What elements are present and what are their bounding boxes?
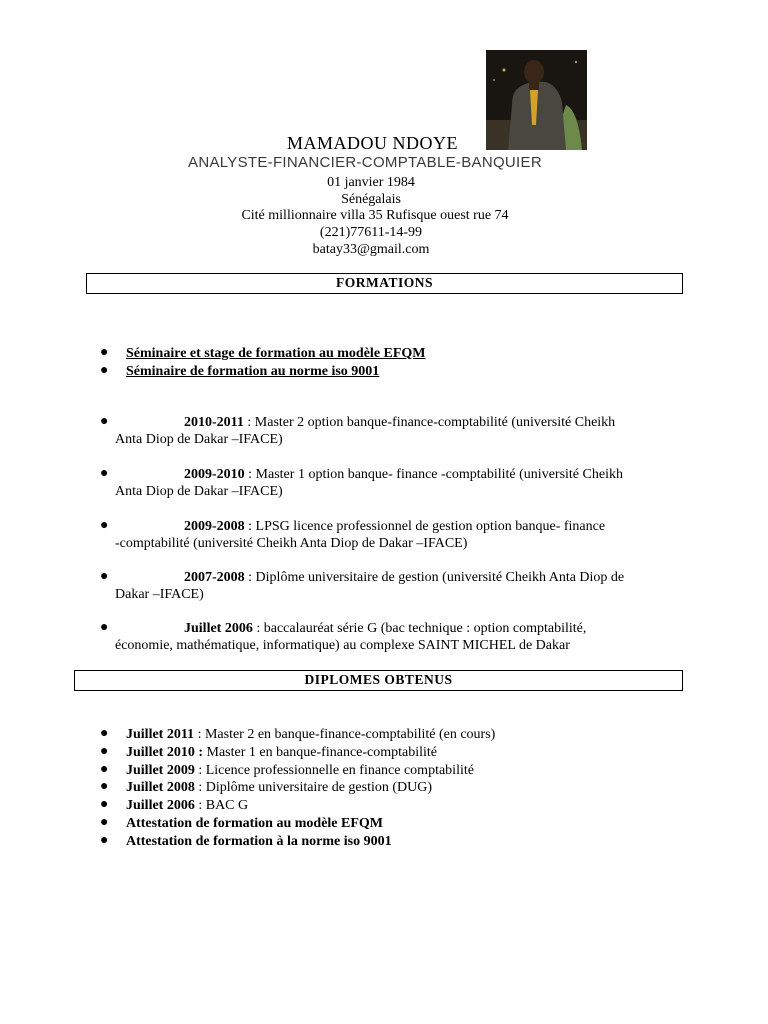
- education-description-cont: Dakar –IFACE): [115, 587, 204, 602]
- education-year: Juillet 2006: [184, 621, 253, 636]
- bullet-icon: ●: [100, 779, 109, 794]
- bullet-icon: ●: [100, 815, 109, 830]
- diploma-date: Juillet 2011: [126, 727, 195, 742]
- education-description: : Diplôme universitaire de gestion (université Cheikh Anta Diop de: [244, 570, 625, 585]
- diplomes-section-title: DIPLOMES OBTENUS: [74, 670, 683, 691]
- diploma-date: Juillet 2009: [126, 763, 195, 778]
- education-year: 2010-2011: [184, 415, 244, 430]
- bullet-icon: ●: [100, 345, 109, 360]
- education-year: 2007-2008: [184, 570, 245, 585]
- diploma-text: : BAC G: [194, 798, 249, 813]
- diploma-text: : Diplôme universitaire de gestion (DUG): [194, 780, 433, 795]
- seminar-text: Séminaire et stage de formation au modèle EFQM: [126, 346, 426, 361]
- bullet-icon: ●: [100, 797, 109, 812]
- bullet-icon: ●: [100, 762, 109, 777]
- bullet-icon: ●: [100, 466, 109, 481]
- bullet-icon: ●: [100, 726, 109, 741]
- education-description: : LPSG licence professionnel de gestion option banque- finance: [244, 519, 606, 534]
- diploma-text: : Master 2 en banque-finance-comptabilité (en cours): [194, 727, 496, 742]
- formations-section-title: FORMATIONS: [86, 273, 683, 294]
- diploma-date: Juillet 2008: [126, 780, 195, 795]
- education-description-cont: -comptabilité (université Cheikh Anta Diop de Dakar –IFACE): [115, 536, 468, 551]
- diploma-text: Master 1 en banque-finance-comptabilité: [203, 745, 438, 760]
- education-description: : Master 2 option banque-finance-comptabilité (université Cheikh: [243, 415, 616, 430]
- diploma-date: Juillet 2006: [126, 798, 195, 813]
- education-description-cont: économie, mathématique, informatique) au complexe SAINT MICHEL de Dakar: [115, 638, 570, 653]
- diploma-date: Attestation de formation au modèle EFQM: [126, 816, 384, 831]
- diploma-date: Juillet 2010 :: [126, 745, 203, 760]
- bullet-icon: ●: [100, 833, 109, 848]
- education-description: : Master 1 option banque- finance -comptabilité (université Cheikh: [244, 467, 623, 482]
- bullet-icon: ●: [100, 569, 109, 584]
- bullet-icon: ●: [100, 518, 109, 533]
- candidate-name: MAMADOU NDOYE: [287, 133, 458, 153]
- bullet-icon: ●: [100, 414, 109, 429]
- bullet-icon: ●: [100, 744, 109, 759]
- nationality: Sénégalais: [341, 192, 401, 207]
- education-description-cont: Anta Diop de Dakar –IFACE): [115, 432, 283, 447]
- education-description-cont: Anta Diop de Dakar –IFACE): [115, 484, 283, 499]
- diploma-text: : Licence professionnelle en finance comptabilité: [194, 763, 474, 778]
- bullet-icon: ●: [100, 363, 109, 378]
- diploma-date: Attestation de formation à la norme iso 9001: [126, 834, 392, 849]
- address: Cité millionnaire villa 35 Rufisque ouest rue 74: [241, 208, 509, 223]
- profession-title: ANALYSTE-FINANCIER-COMPTABLE-BANQUIER: [188, 154, 542, 171]
- education-year: 2009-2010: [184, 467, 245, 482]
- phone: (221)77611-14-99: [319, 225, 423, 240]
- education-year: 2009-2008: [184, 519, 245, 534]
- education-description: : baccalauréat série G (bac technique : option comptabilité,: [252, 621, 587, 636]
- email: batay33@gmail.com: [312, 242, 430, 257]
- birth-date: 01 janvier 1984: [327, 175, 415, 190]
- bullet-icon: ●: [100, 620, 109, 635]
- seminar-text: Séminaire de formation au norme iso 9001: [126, 364, 380, 379]
